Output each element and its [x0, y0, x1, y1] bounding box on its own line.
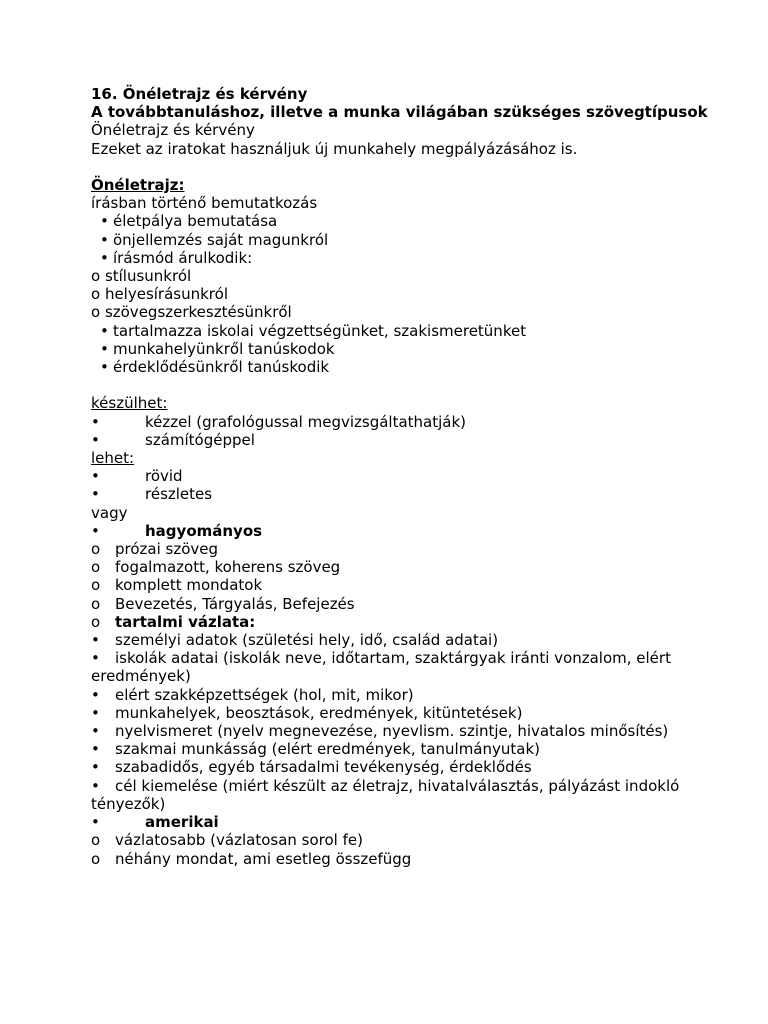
list-item: [91, 576, 731, 594]
doc-subtitle: A továbbtanuláshoz, illetve a munka világában szükséges szövegtípusok: [91, 103, 708, 122]
list-item-text: nyelvismeret (nyelv megnevezése, nyevlism. szintje, hivatalos minősítés): [115, 722, 669, 741]
list-item-text: Bevezetés, Tárgyalás, Befejezés: [115, 594, 355, 613]
list-item-text: cél kiemelése (miért készült az életrajz, hivatalválasztás, pályázást indokló tényezők): [91, 776, 680, 813]
cv-bullet-list-b: [91, 322, 731, 377]
heading-line-1: Önéletrajz és kérvény: [91, 121, 255, 140]
list-item: o helyesírásunkról: [91, 285, 228, 304]
o-marker: o: [91, 849, 101, 868]
traditional-label: hagyományos: [145, 521, 263, 540]
outline-label: tartalmi vázlata:: [115, 612, 256, 631]
list-item-text: iskolák adatai (iskolák neve, időtartam, szaktárgyak iránti vonzalom, elért eredmények): [91, 649, 671, 686]
bullet-marker: •: [91, 740, 100, 759]
o-marker: o: [91, 594, 101, 613]
cv-intro: írásban történő bemutatkozás: [91, 194, 318, 213]
cv-section-title: Önéletrajz:: [91, 176, 185, 194]
list-item: [91, 831, 731, 849]
traditional-heading: [91, 522, 731, 540]
list-item: [91, 850, 731, 868]
list-item: o stílusunkról: [91, 267, 192, 286]
bullet-marker: •: [91, 467, 100, 486]
list-item-text: fogalmazott, koherens szöveg: [115, 558, 341, 577]
list-item-text: részletes: [145, 485, 213, 504]
o-marker: o: [91, 831, 101, 850]
list-item: [91, 467, 731, 485]
bullet-marker: •: [91, 430, 100, 449]
heading-line-2: Ezeket az iratokat használjuk új munkahely megpályázásához is.: [91, 139, 578, 158]
american-heading: [91, 813, 731, 831]
list-item: [91, 722, 731, 740]
outline-heading: [91, 613, 731, 631]
bullet-marker: •: [91, 485, 100, 504]
bullet-marker: •: [91, 776, 100, 795]
list-item-text: vázlatosabb (vázlatosan sorol fe): [115, 831, 363, 850]
list-item: [91, 704, 731, 722]
made-label: készülhet:: [91, 394, 168, 413]
list-item: [91, 558, 731, 576]
list-item: • írásmód árulkodik:: [113, 249, 731, 267]
o-marker: o: [91, 612, 101, 631]
cv-bullet-list-a: [91, 212, 731, 267]
list-item: [91, 540, 731, 558]
list-item-text: számítógéppel: [145, 430, 255, 449]
spacer: [91, 158, 731, 176]
list-item-text: néhány mondat, ami esetleg összefügg: [115, 849, 412, 868]
o-marker: o: [91, 576, 101, 595]
list-item-text: kézzel (grafológussal megvizsgáltathatják): [145, 412, 467, 431]
list-item: [91, 777, 731, 813]
list-item: [91, 758, 731, 776]
list-item-text: munkahelyek, beosztások, eredmények, kitüntetések): [115, 703, 523, 722]
bullet-marker: •: [91, 722, 100, 741]
list-item: [91, 631, 731, 649]
list-item-text: elért szakképzettségek (hol, mit, mikor): [115, 685, 414, 704]
o-marker: o: [91, 558, 101, 577]
bullet-marker: •: [91, 649, 100, 668]
list-item: [91, 595, 731, 613]
bullet-marker: •: [91, 758, 100, 777]
or-text: vagy: [91, 503, 128, 522]
list-item: [91, 485, 731, 503]
list-item: [91, 431, 731, 449]
bullet-marker: •: [91, 813, 100, 832]
list-item: • önjellemzés saját magunkról: [113, 231, 731, 249]
american-label: amerikai: [145, 813, 219, 832]
list-item: • érdeklődésünkről tanúskodik: [113, 358, 731, 376]
can-be-label: lehet:: [91, 449, 135, 468]
bullet-marker: •: [91, 631, 100, 650]
list-item: • munkahelyünkről tanúskodok: [113, 340, 731, 358]
o-marker: o: [91, 540, 101, 559]
spacer: [91, 376, 731, 394]
bullet-marker: •: [91, 521, 100, 540]
list-item-text: komplett mondatok: [115, 576, 263, 595]
list-item: [91, 686, 731, 704]
document-body: [91, 85, 731, 868]
list-item: [91, 413, 731, 431]
list-item: • életpálya bemutatása: [113, 212, 731, 230]
list-item: [91, 649, 731, 685]
list-item-text: szakmai munkásság (elért eredmények, tanulmányutak): [115, 740, 541, 759]
bullet-marker: •: [91, 703, 100, 722]
bullet-marker: •: [91, 412, 100, 431]
list-item-text: rövid: [145, 467, 183, 486]
list-item-text: prózai szöveg: [115, 540, 219, 559]
list-item: • tartalmazza iskolai végzettségünket, szakismeretünket: [113, 322, 731, 340]
list-item: [91, 740, 731, 758]
list-item-text: személyi adatok (születési hely, idő, család adatai): [115, 631, 499, 650]
doc-title: 16. Önéletrajz és kérvény: [91, 85, 308, 103]
list-item-text: szabadidős, egyéb társadalmi tevékenység, érdeklődés: [115, 758, 532, 777]
bullet-marker: •: [91, 685, 100, 704]
list-item: o szövegszerkesztésünkről: [91, 303, 292, 322]
